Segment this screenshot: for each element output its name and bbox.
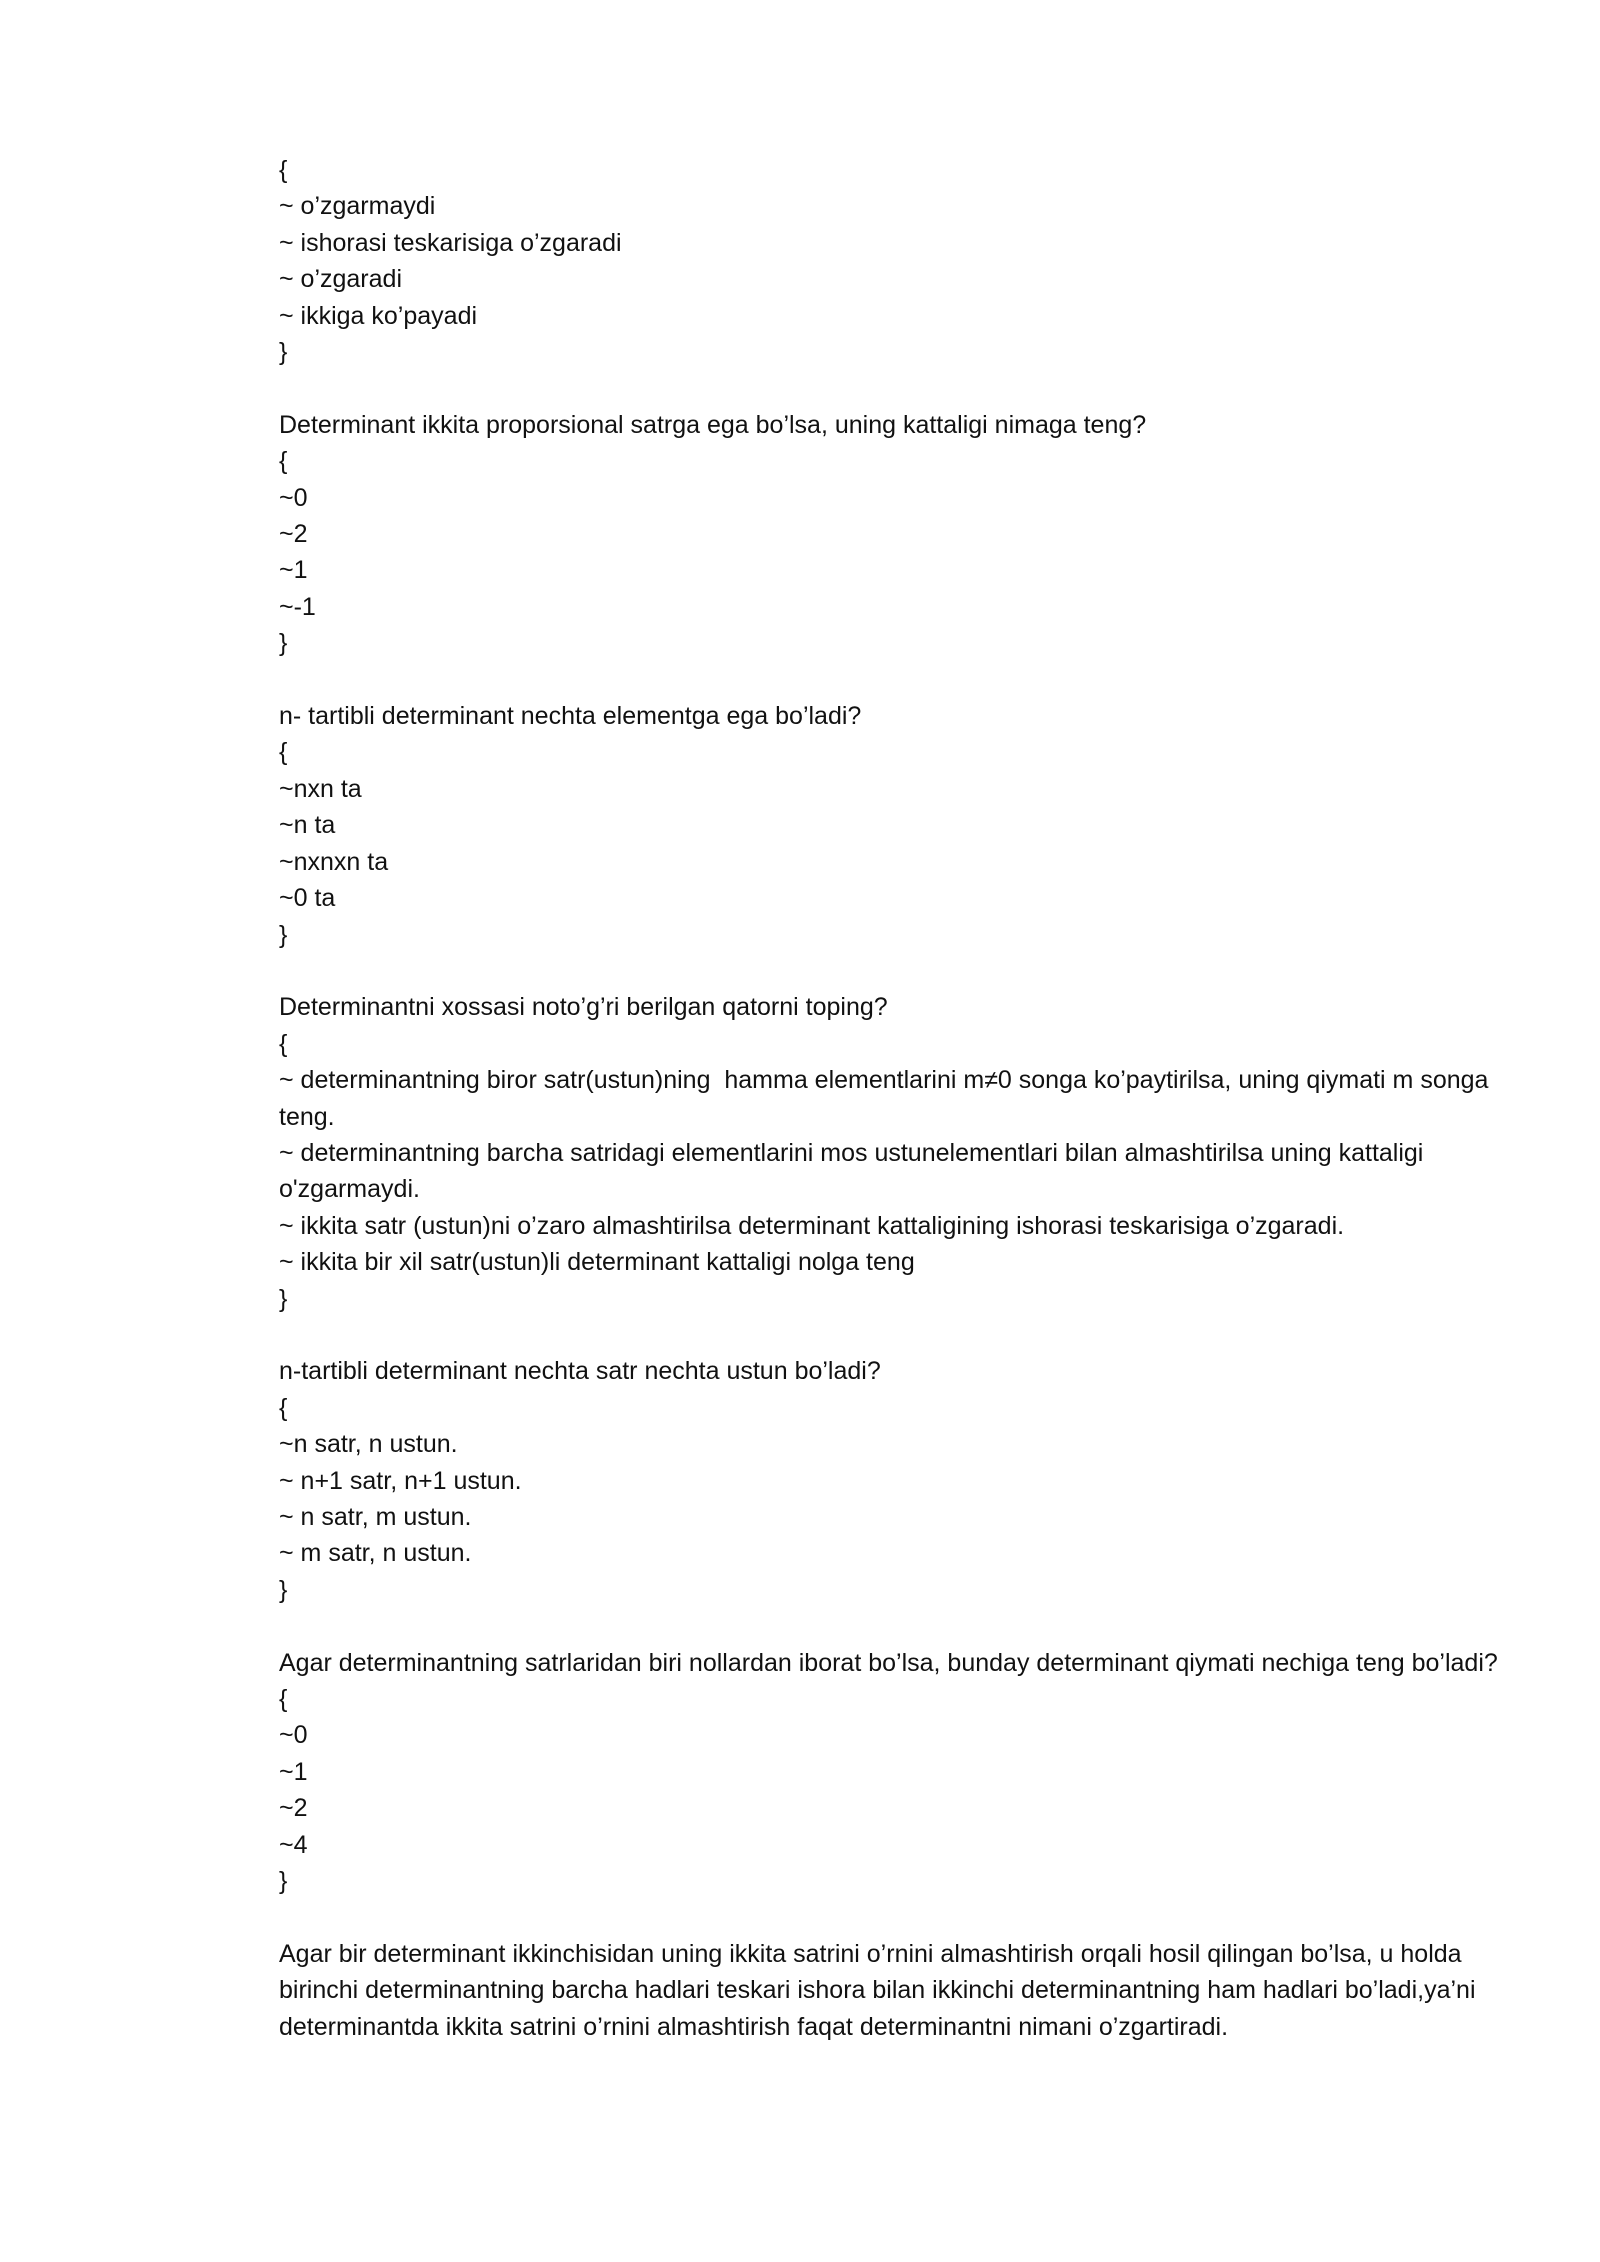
spacer bbox=[279, 1317, 1519, 1353]
answer-option: ~ o’zgaradi bbox=[279, 265, 402, 294]
answer-option: ~0 ta bbox=[279, 884, 336, 913]
question-block-4 bbox=[279, 1353, 1519, 1608]
answer-option: ~ determinantning biror satr(ustun)ning hamma elementlarini m≠0 songa ko’paytirilsa, uning qiymati m songa teng. bbox=[279, 1066, 1496, 1131]
question-block-6 bbox=[279, 1936, 1519, 2045]
close-brace: } bbox=[279, 338, 288, 367]
close-brace: } bbox=[279, 1284, 288, 1313]
question-block-5 bbox=[279, 1645, 1519, 1900]
open-brace: { bbox=[279, 447, 288, 476]
spacer bbox=[279, 1608, 1519, 1644]
open-brace: { bbox=[279, 1029, 288, 1058]
question-text: Agar bir determinant ikkinchisidan uning ikkita satrini o’rnini almashtirish orqali hosil qilingan bo’lsa, u holda birinchi determinantning barcha hadlari teskari ishora bilan ikkinchi determinantning ham hadlari bo’ladi,ya’ni determinantda ikkita satrini o’rnini almashtirish faqat determinantni nimani o’zgartiradi. bbox=[279, 1939, 1483, 2041]
close-brace: } bbox=[279, 920, 288, 949]
answer-option: ~0 bbox=[279, 1721, 308, 1750]
question-block-0 bbox=[279, 152, 1519, 370]
answer-option: ~ ikkiga ko’payadi bbox=[279, 301, 478, 330]
spacer bbox=[279, 1899, 1519, 1935]
answer-option: ~n satr, n ustun. bbox=[279, 1430, 458, 1459]
open-brace: { bbox=[279, 1684, 288, 1713]
answer-option: ~ ikkita satr (ustun)ni o’zaro almashtirilsa determinant kattaligining ishorasi teskarisiga o’zgaradi. bbox=[279, 1211, 1345, 1240]
answer-option: ~2 bbox=[279, 520, 308, 549]
answer-option: ~ n+1 satr, n+1 ustun. bbox=[279, 1466, 522, 1495]
open-brace: { bbox=[279, 1393, 288, 1422]
answer-option: ~ m satr, n ustun. bbox=[279, 1539, 472, 1568]
close-brace: } bbox=[279, 629, 288, 658]
answer-option: ~nxn ta bbox=[279, 774, 362, 803]
question-text: n- tartibli determinant nechta elementga ega bo’ladi? bbox=[279, 702, 862, 731]
close-brace: } bbox=[279, 1867, 288, 1896]
question-block-1 bbox=[279, 407, 1519, 662]
answer-option: ~2 bbox=[279, 1794, 308, 1823]
answer-option: ~1 bbox=[279, 1757, 308, 1786]
spacer bbox=[279, 662, 1519, 698]
answer-option: ~-1 bbox=[279, 592, 316, 621]
answer-option: ~nxnxn ta bbox=[279, 847, 389, 876]
answer-option: ~n ta bbox=[279, 811, 336, 840]
spacer bbox=[279, 953, 1519, 989]
answer-option: ~0 bbox=[279, 483, 308, 512]
open-brace: { bbox=[279, 156, 288, 184]
answer-option: ~ o’zgarmaydi bbox=[279, 192, 436, 221]
open-brace: { bbox=[279, 738, 288, 767]
close-brace: } bbox=[279, 1575, 288, 1604]
answer-option: ~ n satr, m ustun. bbox=[279, 1502, 472, 1531]
question-block-3 bbox=[279, 989, 1519, 1317]
answer-option: ~ determinantning barcha satridagi elementlarini mos ustunelementlari bilan almashtirilsa uning kattaligi o'zgarmaydi. bbox=[279, 1138, 1431, 1204]
answer-option: ~4 bbox=[279, 1830, 308, 1859]
answer-option: ~1 bbox=[279, 556, 308, 585]
question-text: n-tartibli determinant nechta satr nechta ustun bo’ladi? bbox=[279, 1357, 881, 1386]
answer-option: ~ ikkita bir xil satr(ustun)li determinant kattaligi nolga teng bbox=[279, 1248, 915, 1277]
question-block-2 bbox=[279, 698, 1519, 953]
question-text: Agar determinantning satrlaridan biri nollardan iborat bo’lsa, bunday determinant qiymati nechiga teng bo’ladi? bbox=[279, 1648, 1498, 1677]
question-text: Determinant ikkita proporsional satrga ega bo’lsa, uning kattaligi nimaga teng? bbox=[279, 410, 1147, 439]
spacer bbox=[279, 370, 1519, 406]
answer-option: ~ ishorasi teskarisiga o’zgaradi bbox=[279, 228, 622, 257]
question-text: Determinantni xossasi noto’g’ri berilgan qatorni toping? bbox=[279, 993, 888, 1022]
document-page bbox=[279, 152, 1519, 2045]
